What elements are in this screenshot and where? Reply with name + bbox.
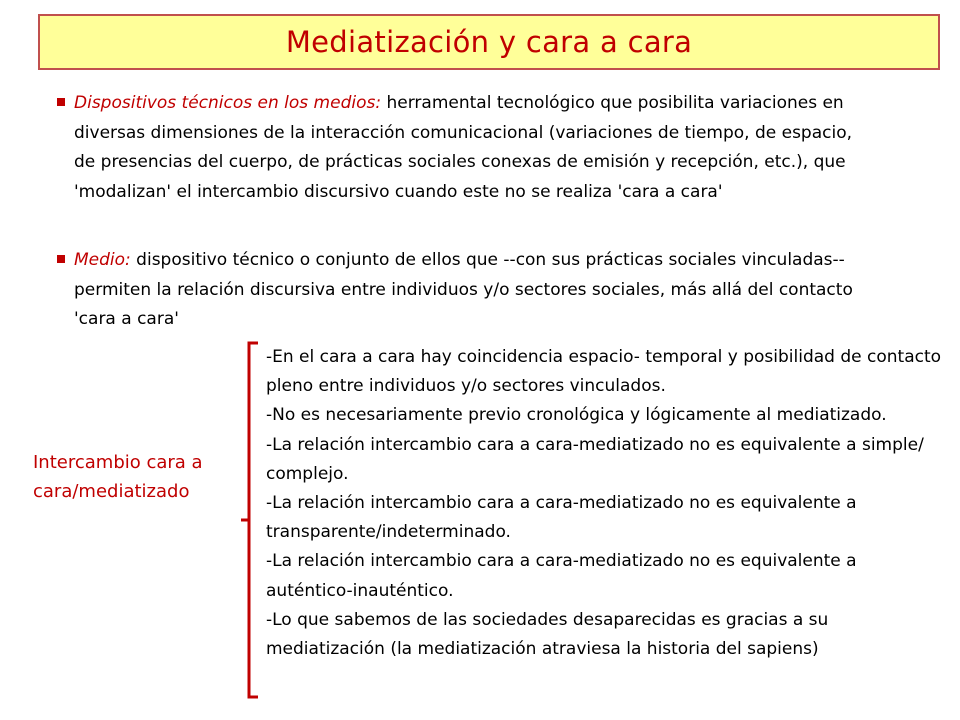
- title-box: [38, 14, 940, 70]
- comparison-point: -No es necesariamente previo cronológica y lógicamente al mediatizado.: [266, 405, 887, 426]
- comparison-point: -La relación intercambio cara a cara-mediatizado no es equivalente a transparente/indeterminado.: [266, 493, 857, 543]
- page-title: Mediatización y cara a cara: [285, 25, 693, 59]
- comparison-point: -En el cara a cara hay coincidencia espacio- temporal y posibilidad de contacto pleno entre individuos y/o sectores vinculados.: [266, 347, 942, 397]
- left-bracket-icon: [238, 340, 262, 702]
- bullet-text: dispositivo técnico o conjunto de ellos que --con sus prácticas sociales vinculadas-- permiten la relación discursiva entre individuos y/o sectores sociales, más allá del contacto 'cara a cara': [74, 250, 853, 329]
- comparison-point: -Lo que sabemos de las sociedades desaparecidas es gracias a su mediatización (la mediatización atraviesa la historia del sapiens): [266, 609, 829, 660]
- comparison-point: -La relación intercambio cara a cara-mediatizado no es equivalente a auténtico-inauténtico.: [266, 551, 857, 601]
- bullet-term: Dispositivos técnicos en los medios:: [74, 93, 382, 113]
- side-label: Intercambio cara a cara/mediatizado: [33, 452, 203, 502]
- comparison-point: -La relación intercambio cara a cara-mediatizado no es equivalente a simple/ complejo.: [266, 434, 924, 484]
- square-bullet-icon: [57, 255, 65, 263]
- comparison-list: [266, 343, 946, 664]
- bullet-item-medium: [74, 246, 874, 335]
- bullet-item-devices: [74, 89, 874, 207]
- square-bullet-icon: [57, 98, 65, 106]
- bullet-text: herramental tecnológico que posibilita variaciones en diversas dimensiones de la interacción comunicacional (variaciones de tiempo, de espacio, de presencias del cuerpo, de prácticas sociales conexas de emisión y recepción, etc.), que 'modalizan' el intercambio discursivo cuando este no se realiza 'cara a cara': [74, 93, 853, 202]
- bullet-term: Medio:: [74, 250, 131, 270]
